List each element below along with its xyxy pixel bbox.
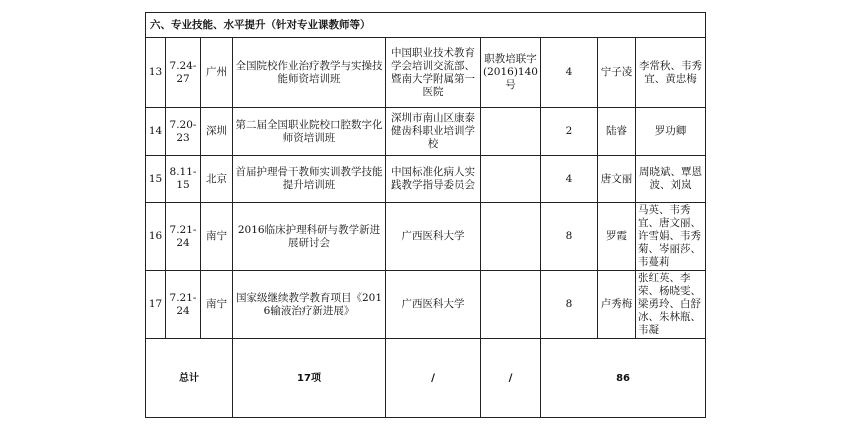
row-city: 广州: [201, 38, 233, 108]
table-row: [146, 271, 706, 339]
row-members: 周晓斌、覃恩波、刘岚: [636, 156, 706, 203]
section-title: 六、专业技能、水平提升（针对专业课教师等）: [146, 13, 706, 38]
row-document: [481, 156, 541, 203]
training-table: [145, 12, 706, 418]
table-row: [146, 156, 706, 203]
table-row: [146, 38, 706, 108]
row-date: 8.11-15: [166, 156, 201, 203]
row-title: 首届护理骨干教师实训教学技能提升培训班: [233, 156, 386, 203]
row-date: 7.21-24: [166, 271, 201, 339]
row-city: 南宁: [201, 271, 233, 339]
row-leader: 唐文丽: [598, 156, 636, 203]
row-number: 13: [146, 38, 166, 108]
total-organizer: /: [386, 339, 481, 418]
row-document: 职教培联字(2016)140号: [481, 38, 541, 108]
row-members: 李常秋、韦秀宜、黄忠梅: [636, 38, 706, 108]
row-number: 16: [146, 203, 166, 271]
row-organizer: 中国标准化病人实践教学指导委员会: [386, 156, 481, 203]
row-title: 2016临床护理科研与教学新进展研讨会: [233, 203, 386, 271]
row-date: 7.24-27: [166, 38, 201, 108]
row-members: 张红英、李荣、杨晓雯、梁勇玲、白舒冰、朱林瓶、韦凝: [636, 271, 706, 339]
row-organizer: 深圳市南山区康泰健齿科职业培训学校: [386, 108, 481, 156]
total-people: 86: [541, 339, 706, 418]
row-organizer: 中国职业技术教育学会培训交流部、暨南大学附属第一医院: [386, 38, 481, 108]
row-members: 马英、韦秀宜、唐文丽、许雪娟、韦秀菊、岑丽莎、韦蔓莉: [636, 203, 706, 271]
row-city: 深圳: [201, 108, 233, 156]
row-title: 第二届全国职业院校口腔数字化师资培训班: [233, 108, 386, 156]
row-leader: 罗霞: [598, 203, 636, 271]
row-leader: 宁子凌: [598, 38, 636, 108]
row-document: [481, 203, 541, 271]
row-title: 国家级继续教学教育项目《2016输液治疗新进展》: [233, 271, 386, 339]
row-date: 7.20-23: [166, 108, 201, 156]
row-leader: 卢秀梅: [598, 271, 636, 339]
row-title: 全国院校作业治疗教学与实操技能师资培训班: [233, 38, 386, 108]
total-document: /: [481, 339, 541, 418]
row-count: 4: [541, 156, 598, 203]
row-number: 15: [146, 156, 166, 203]
row-number: 14: [146, 108, 166, 156]
row-members: 罗功卿: [636, 108, 706, 156]
row-document: [481, 271, 541, 339]
total-projects: 17项: [233, 339, 386, 418]
row-leader: 陆睿: [598, 108, 636, 156]
row-date: 7.21-24: [166, 203, 201, 271]
row-count: 8: [541, 203, 598, 271]
table-row: [146, 203, 706, 271]
total-label: 总计: [146, 339, 233, 418]
row-document: [481, 108, 541, 156]
row-count: 8: [541, 271, 598, 339]
row-city: 南宁: [201, 203, 233, 271]
training-table-sheet: [145, 12, 705, 418]
row-city: 北京: [201, 156, 233, 203]
row-count: 4: [541, 38, 598, 108]
row-count: 2: [541, 108, 598, 156]
table-row: [146, 108, 706, 156]
row-number: 17: [146, 271, 166, 339]
total-row: [146, 339, 706, 418]
row-organizer: 广西医科大学: [386, 203, 481, 271]
row-organizer: 广西医科大学: [386, 271, 481, 339]
